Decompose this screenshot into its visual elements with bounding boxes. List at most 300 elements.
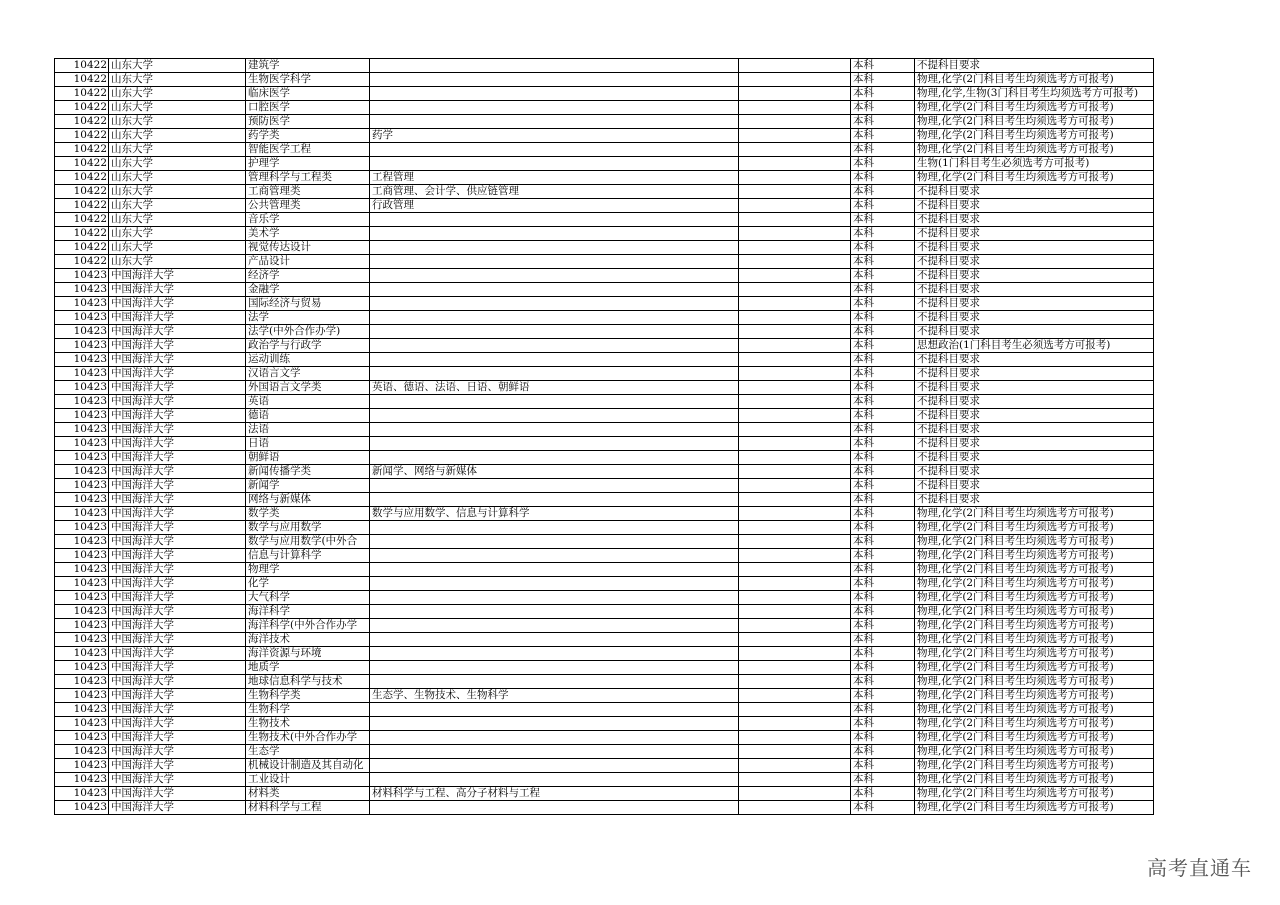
major-category-cell: 数学与应用数学 (246, 521, 370, 535)
included-majors-cell (370, 395, 739, 409)
major-category-cell: 外国语言文学类 (246, 381, 370, 395)
major-category-cell: 国际经济与贸易 (246, 297, 370, 311)
school-name-cell: 中国海洋大学 (109, 479, 246, 493)
blank-cell (739, 423, 851, 437)
subject-requirement-cell: 物理,化学(2门科目考生均须选考方可报考) (915, 143, 1154, 157)
table-row (55, 661, 1154, 675)
school-code-cell: 10423 (55, 297, 109, 311)
school-code-cell: 10422 (55, 101, 109, 115)
table-row (55, 535, 1154, 549)
subject-requirement-cell: 不提科目要求 (915, 311, 1154, 325)
major-category-cell: 英语 (246, 395, 370, 409)
level-cell: 本科 (851, 213, 915, 227)
level-cell: 本科 (851, 185, 915, 199)
level-cell: 本科 (851, 675, 915, 689)
included-majors-cell (370, 87, 739, 101)
included-majors-cell (370, 353, 739, 367)
subject-requirement-cell: 不提科目要求 (915, 227, 1154, 241)
included-majors-cell (370, 283, 739, 297)
school-code-cell: 10423 (55, 269, 109, 283)
blank-cell (739, 157, 851, 171)
table-row (55, 451, 1154, 465)
school-code-cell: 10423 (55, 423, 109, 437)
level-cell: 本科 (851, 591, 915, 605)
school-code-cell: 10423 (55, 479, 109, 493)
school-name-cell: 中国海洋大学 (109, 465, 246, 479)
school-name-cell: 中国海洋大学 (109, 563, 246, 577)
table-row (55, 787, 1154, 801)
school-name-cell: 山东大学 (109, 129, 246, 143)
school-name-cell: 山东大学 (109, 59, 246, 73)
subject-requirement-cell: 不提科目要求 (915, 451, 1154, 465)
school-name-cell: 中国海洋大学 (109, 297, 246, 311)
subject-requirement-cell: 不提科目要求 (915, 269, 1154, 283)
table-row (55, 563, 1154, 577)
school-name-cell: 中国海洋大学 (109, 535, 246, 549)
included-majors-cell (370, 773, 739, 787)
blank-cell (739, 101, 851, 115)
level-cell: 本科 (851, 759, 915, 773)
blank-cell (739, 465, 851, 479)
major-category-cell: 物理学 (246, 563, 370, 577)
blank-cell (739, 787, 851, 801)
included-majors-cell (370, 325, 739, 339)
level-cell: 本科 (851, 59, 915, 73)
included-majors-cell: 材料科学与工程、高分子材料与工程 (370, 787, 739, 801)
blank-cell (739, 633, 851, 647)
subject-requirement-cell: 物理,化学(2门科目考生均须选考方可报考) (915, 73, 1154, 87)
school-name-cell: 山东大学 (109, 227, 246, 241)
included-majors-cell (370, 577, 739, 591)
blank-cell (739, 213, 851, 227)
blank-cell (739, 619, 851, 633)
level-cell: 本科 (851, 325, 915, 339)
table-row (55, 339, 1154, 353)
school-code-cell: 10423 (55, 703, 109, 717)
subject-requirement-cell: 物理,化学(2门科目考生均须选考方可报考) (915, 689, 1154, 703)
school-code-cell: 10422 (55, 213, 109, 227)
blank-cell (739, 563, 851, 577)
table-row (55, 423, 1154, 437)
school-code-cell: 10422 (55, 185, 109, 199)
major-category-cell: 生物科学 (246, 703, 370, 717)
subject-requirement-cell: 生物(1门科目考生必须选考方可报考) (915, 157, 1154, 171)
level-cell: 本科 (851, 717, 915, 731)
school-name-cell: 中国海洋大学 (109, 619, 246, 633)
school-code-cell: 10423 (55, 563, 109, 577)
subject-requirement-cell: 物理,化学(2门科目考生均须选考方可报考) (915, 787, 1154, 801)
school-name-cell: 中国海洋大学 (109, 409, 246, 423)
table-row (55, 759, 1154, 773)
school-name-cell: 中国海洋大学 (109, 437, 246, 451)
school-code-cell: 10423 (55, 535, 109, 549)
level-cell: 本科 (851, 269, 915, 283)
blank-cell (739, 87, 851, 101)
subject-requirement-cell: 物理,化学(2门科目考生均须选考方可报考) (915, 647, 1154, 661)
table-row (55, 213, 1154, 227)
table-row (55, 129, 1154, 143)
subject-requirement-cell: 物理,化学(2门科目考生均须选考方可报考) (915, 759, 1154, 773)
blank-cell (739, 325, 851, 339)
blank-cell (739, 577, 851, 591)
school-name-cell: 中国海洋大学 (109, 269, 246, 283)
major-category-cell: 法语 (246, 423, 370, 437)
level-cell: 本科 (851, 745, 915, 759)
blank-cell (739, 591, 851, 605)
school-name-cell: 山东大学 (109, 115, 246, 129)
table-row (55, 199, 1154, 213)
blank-cell (739, 311, 851, 325)
subject-requirement-cell: 思想政治(1门科目考生必须选考方可报考) (915, 339, 1154, 353)
school-name-cell: 山东大学 (109, 87, 246, 101)
blank-cell (739, 801, 851, 815)
table-row (55, 115, 1154, 129)
table-row (55, 367, 1154, 381)
table-row (55, 703, 1154, 717)
blank-cell (739, 521, 851, 535)
level-cell: 本科 (851, 157, 915, 171)
school-code-cell: 10423 (55, 577, 109, 591)
major-category-cell: 视觉传达设计 (246, 241, 370, 255)
level-cell: 本科 (851, 689, 915, 703)
major-category-cell: 汉语言文学 (246, 367, 370, 381)
school-name-cell: 山东大学 (109, 143, 246, 157)
school-code-cell: 10423 (55, 717, 109, 731)
school-code-cell: 10422 (55, 227, 109, 241)
included-majors-cell (370, 451, 739, 465)
major-category-cell: 产品设计 (246, 255, 370, 269)
school-name-cell: 中国海洋大学 (109, 717, 246, 731)
major-category-cell: 信息与计算科学 (246, 549, 370, 563)
table-row (55, 325, 1154, 339)
subject-requirement-cell: 物理,化学,生物(3门科目考生均须选考方可报考) (915, 87, 1154, 101)
major-category-cell: 数学类 (246, 507, 370, 521)
included-majors-cell: 工程管理 (370, 171, 739, 185)
school-name-cell: 中国海洋大学 (109, 353, 246, 367)
included-majors-cell (370, 73, 739, 87)
subject-requirement-cell: 不提科目要求 (915, 199, 1154, 213)
subject-requirement-cell: 不提科目要求 (915, 241, 1154, 255)
school-code-cell: 10423 (55, 801, 109, 815)
school-code-cell: 10423 (55, 675, 109, 689)
subject-requirement-cell: 不提科目要求 (915, 185, 1154, 199)
blank-cell (739, 199, 851, 213)
school-code-cell: 10423 (55, 731, 109, 745)
included-majors-cell (370, 115, 739, 129)
level-cell: 本科 (851, 409, 915, 423)
subject-requirement-cell: 物理,化学(2门科目考生均须选考方可报考) (915, 675, 1154, 689)
included-majors-cell (370, 213, 739, 227)
level-cell: 本科 (851, 465, 915, 479)
subject-requirement-cell: 物理,化学(2门科目考生均须选考方可报考) (915, 703, 1154, 717)
subject-requirement-cell: 物理,化学(2门科目考生均须选考方可报考) (915, 521, 1154, 535)
school-code-cell: 10422 (55, 199, 109, 213)
blank-cell (739, 717, 851, 731)
school-code-cell: 10423 (55, 759, 109, 773)
level-cell: 本科 (851, 367, 915, 381)
level-cell: 本科 (851, 577, 915, 591)
blank-cell (739, 493, 851, 507)
blank-cell (739, 227, 851, 241)
major-category-cell: 生物技术(中外合作办学 (246, 731, 370, 745)
included-majors-cell (370, 367, 739, 381)
level-cell: 本科 (851, 101, 915, 115)
subject-requirement-cell: 物理,化学(2门科目考生均须选考方可报考) (915, 717, 1154, 731)
included-majors-cell (370, 437, 739, 451)
table-row (55, 605, 1154, 619)
major-category-cell: 网络与新媒体 (246, 493, 370, 507)
included-majors-cell (370, 255, 739, 269)
included-majors-cell (370, 479, 739, 493)
included-majors-cell (370, 717, 739, 731)
school-code-cell: 10423 (55, 591, 109, 605)
table-row (55, 59, 1154, 73)
school-code-cell: 10423 (55, 521, 109, 535)
school-name-cell: 中国海洋大学 (109, 507, 246, 521)
table-row (55, 157, 1154, 171)
school-name-cell: 山东大学 (109, 213, 246, 227)
level-cell: 本科 (851, 283, 915, 297)
blank-cell (739, 255, 851, 269)
table-row (55, 353, 1154, 367)
included-majors-cell: 行政管理 (370, 199, 739, 213)
level-cell: 本科 (851, 297, 915, 311)
blank-cell (739, 507, 851, 521)
level-cell: 本科 (851, 115, 915, 129)
blank-cell (739, 409, 851, 423)
blank-cell (739, 367, 851, 381)
blank-cell (739, 143, 851, 157)
table-row (55, 521, 1154, 535)
subject-requirement-cell: 物理,化学(2门科目考生均须选考方可报考) (915, 591, 1154, 605)
school-code-cell: 10423 (55, 605, 109, 619)
major-category-cell: 政治学与行政学 (246, 339, 370, 353)
included-majors-cell (370, 675, 739, 689)
table-row (55, 87, 1154, 101)
table-row (55, 465, 1154, 479)
blank-cell (739, 73, 851, 87)
school-code-cell: 10423 (55, 325, 109, 339)
major-category-cell: 金融学 (246, 283, 370, 297)
school-name-cell: 中国海洋大学 (109, 311, 246, 325)
table-row (55, 591, 1154, 605)
school-code-cell: 10423 (55, 661, 109, 675)
school-code-cell: 10422 (55, 129, 109, 143)
major-category-cell: 海洋资源与环境 (246, 647, 370, 661)
included-majors-cell: 英语、德语、法语、日语、朝鲜语 (370, 381, 739, 395)
level-cell: 本科 (851, 731, 915, 745)
included-majors-cell (370, 633, 739, 647)
level-cell: 本科 (851, 129, 915, 143)
level-cell: 本科 (851, 479, 915, 493)
school-code-cell: 10423 (55, 395, 109, 409)
school-code-cell: 10423 (55, 773, 109, 787)
table-row (55, 675, 1154, 689)
table-row (55, 717, 1154, 731)
subject-requirement-cell: 不提科目要求 (915, 325, 1154, 339)
major-category-cell: 新闻学 (246, 479, 370, 493)
major-category-cell: 日语 (246, 437, 370, 451)
blank-cell (739, 185, 851, 199)
subject-requirement-cell: 物理,化学(2门科目考生均须选考方可报考) (915, 773, 1154, 787)
school-code-cell: 10423 (55, 437, 109, 451)
major-category-cell: 数学与应用数学(中外合 (246, 535, 370, 549)
blank-cell (739, 395, 851, 409)
level-cell: 本科 (851, 423, 915, 437)
school-code-cell: 10423 (55, 619, 109, 633)
included-majors-cell (370, 493, 739, 507)
level-cell: 本科 (851, 801, 915, 815)
level-cell: 本科 (851, 507, 915, 521)
subject-requirement-cell: 物理,化学(2门科目考生均须选考方可报考) (915, 549, 1154, 563)
blank-cell (739, 437, 851, 451)
school-name-cell: 中国海洋大学 (109, 745, 246, 759)
level-cell: 本科 (851, 493, 915, 507)
included-majors-cell: 数学与应用数学、信息与计算科学 (370, 507, 739, 521)
included-majors-cell (370, 59, 739, 73)
major-category-cell: 材料类 (246, 787, 370, 801)
included-majors-cell (370, 731, 739, 745)
school-name-cell: 山东大学 (109, 185, 246, 199)
included-majors-cell (370, 759, 739, 773)
school-name-cell: 中国海洋大学 (109, 689, 246, 703)
major-category-cell: 音乐学 (246, 213, 370, 227)
blank-cell (739, 535, 851, 549)
blank-cell (739, 59, 851, 73)
included-majors-cell: 工商管理、会计学、供应链管理 (370, 185, 739, 199)
blank-cell (739, 703, 851, 717)
table-row (55, 297, 1154, 311)
school-name-cell: 中国海洋大学 (109, 521, 246, 535)
major-category-cell: 临床医学 (246, 87, 370, 101)
school-name-cell: 中国海洋大学 (109, 451, 246, 465)
major-category-cell: 建筑学 (246, 59, 370, 73)
school-code-cell: 10422 (55, 87, 109, 101)
table-row (55, 507, 1154, 521)
included-majors-cell (370, 241, 739, 255)
included-majors-cell (370, 423, 739, 437)
included-majors-cell (370, 801, 739, 815)
table-row (55, 381, 1154, 395)
school-code-cell: 10423 (55, 311, 109, 325)
subject-requirement-cell: 物理,化学(2门科目考生均须选考方可报考) (915, 563, 1154, 577)
blank-cell (739, 549, 851, 563)
blank-cell (739, 297, 851, 311)
table-row (55, 311, 1154, 325)
included-majors-cell (370, 297, 739, 311)
school-name-cell: 中国海洋大学 (109, 605, 246, 619)
level-cell: 本科 (851, 241, 915, 255)
major-category-cell: 美术学 (246, 227, 370, 241)
school-code-cell: 10423 (55, 689, 109, 703)
school-name-cell: 中国海洋大学 (109, 325, 246, 339)
school-code-cell: 10422 (55, 115, 109, 129)
subject-requirement-cell: 不提科目要求 (915, 479, 1154, 493)
school-name-cell: 中国海洋大学 (109, 591, 246, 605)
major-category-cell: 海洋技术 (246, 633, 370, 647)
table-row (55, 269, 1154, 283)
school-name-cell: 中国海洋大学 (109, 549, 246, 563)
subject-requirement-cell: 不提科目要求 (915, 59, 1154, 73)
school-code-cell: 10422 (55, 157, 109, 171)
school-name-cell: 山东大学 (109, 101, 246, 115)
school-name-cell: 中国海洋大学 (109, 787, 246, 801)
included-majors-cell (370, 549, 739, 563)
included-majors-cell: 新闻学、网络与新媒体 (370, 465, 739, 479)
school-code-cell: 10423 (55, 493, 109, 507)
included-majors-cell (370, 661, 739, 675)
school-code-cell: 10422 (55, 241, 109, 255)
school-name-cell: 山东大学 (109, 73, 246, 87)
table-row (55, 143, 1154, 157)
subject-requirement-cell: 物理,化学(2门科目考生均须选考方可报考) (915, 535, 1154, 549)
included-majors-cell (370, 535, 739, 549)
included-majors-cell (370, 605, 739, 619)
school-code-cell: 10423 (55, 465, 109, 479)
included-majors-cell (370, 157, 739, 171)
subject-requirement-cell: 物理,化学(2门科目考生均须选考方可报考) (915, 171, 1154, 185)
level-cell: 本科 (851, 87, 915, 101)
school-name-cell: 山东大学 (109, 199, 246, 213)
subject-requirement-cell: 物理,化学(2门科目考生均须选考方可报考) (915, 115, 1154, 129)
blank-cell (739, 353, 851, 367)
subject-requirement-cell: 不提科目要求 (915, 493, 1154, 507)
major-category-cell: 公共管理类 (246, 199, 370, 213)
blank-cell (739, 115, 851, 129)
school-code-cell: 10423 (55, 367, 109, 381)
table-row (55, 619, 1154, 633)
level-cell: 本科 (851, 227, 915, 241)
table-row (55, 409, 1154, 423)
level-cell: 本科 (851, 451, 915, 465)
school-code-cell: 10422 (55, 171, 109, 185)
major-category-cell: 工业设计 (246, 773, 370, 787)
school-name-cell: 山东大学 (109, 157, 246, 171)
school-name-cell: 中国海洋大学 (109, 381, 246, 395)
school-code-cell: 10423 (55, 451, 109, 465)
school-name-cell: 中国海洋大学 (109, 577, 246, 591)
level-cell: 本科 (851, 395, 915, 409)
table-row (55, 283, 1154, 297)
subject-requirement-cell: 不提科目要求 (915, 213, 1154, 227)
major-category-cell: 生物医学科学 (246, 73, 370, 87)
major-category-cell: 智能医学工程 (246, 143, 370, 157)
major-category-cell: 药学类 (246, 129, 370, 143)
major-category-cell: 机械设计制造及其自动化 (246, 759, 370, 773)
subject-requirement-cell: 物理,化学(2门科目考生均须选考方可报考) (915, 101, 1154, 115)
included-majors-cell (370, 409, 739, 423)
school-code-cell: 10423 (55, 549, 109, 563)
blank-cell (739, 759, 851, 773)
blank-cell (739, 689, 851, 703)
level-cell: 本科 (851, 619, 915, 633)
table-row (55, 241, 1154, 255)
major-category-cell: 口腔医学 (246, 101, 370, 115)
blank-cell (739, 731, 851, 745)
school-code-cell: 10423 (55, 353, 109, 367)
level-cell: 本科 (851, 437, 915, 451)
level-cell: 本科 (851, 633, 915, 647)
level-cell: 本科 (851, 143, 915, 157)
subject-requirement-cell: 不提科目要求 (915, 409, 1154, 423)
major-category-cell: 法学 (246, 311, 370, 325)
subject-requirement-cell: 不提科目要求 (915, 367, 1154, 381)
level-cell: 本科 (851, 773, 915, 787)
table-row (55, 773, 1154, 787)
level-cell: 本科 (851, 535, 915, 549)
school-name-cell: 中国海洋大学 (109, 773, 246, 787)
subject-requirement-cell: 不提科目要求 (915, 255, 1154, 269)
